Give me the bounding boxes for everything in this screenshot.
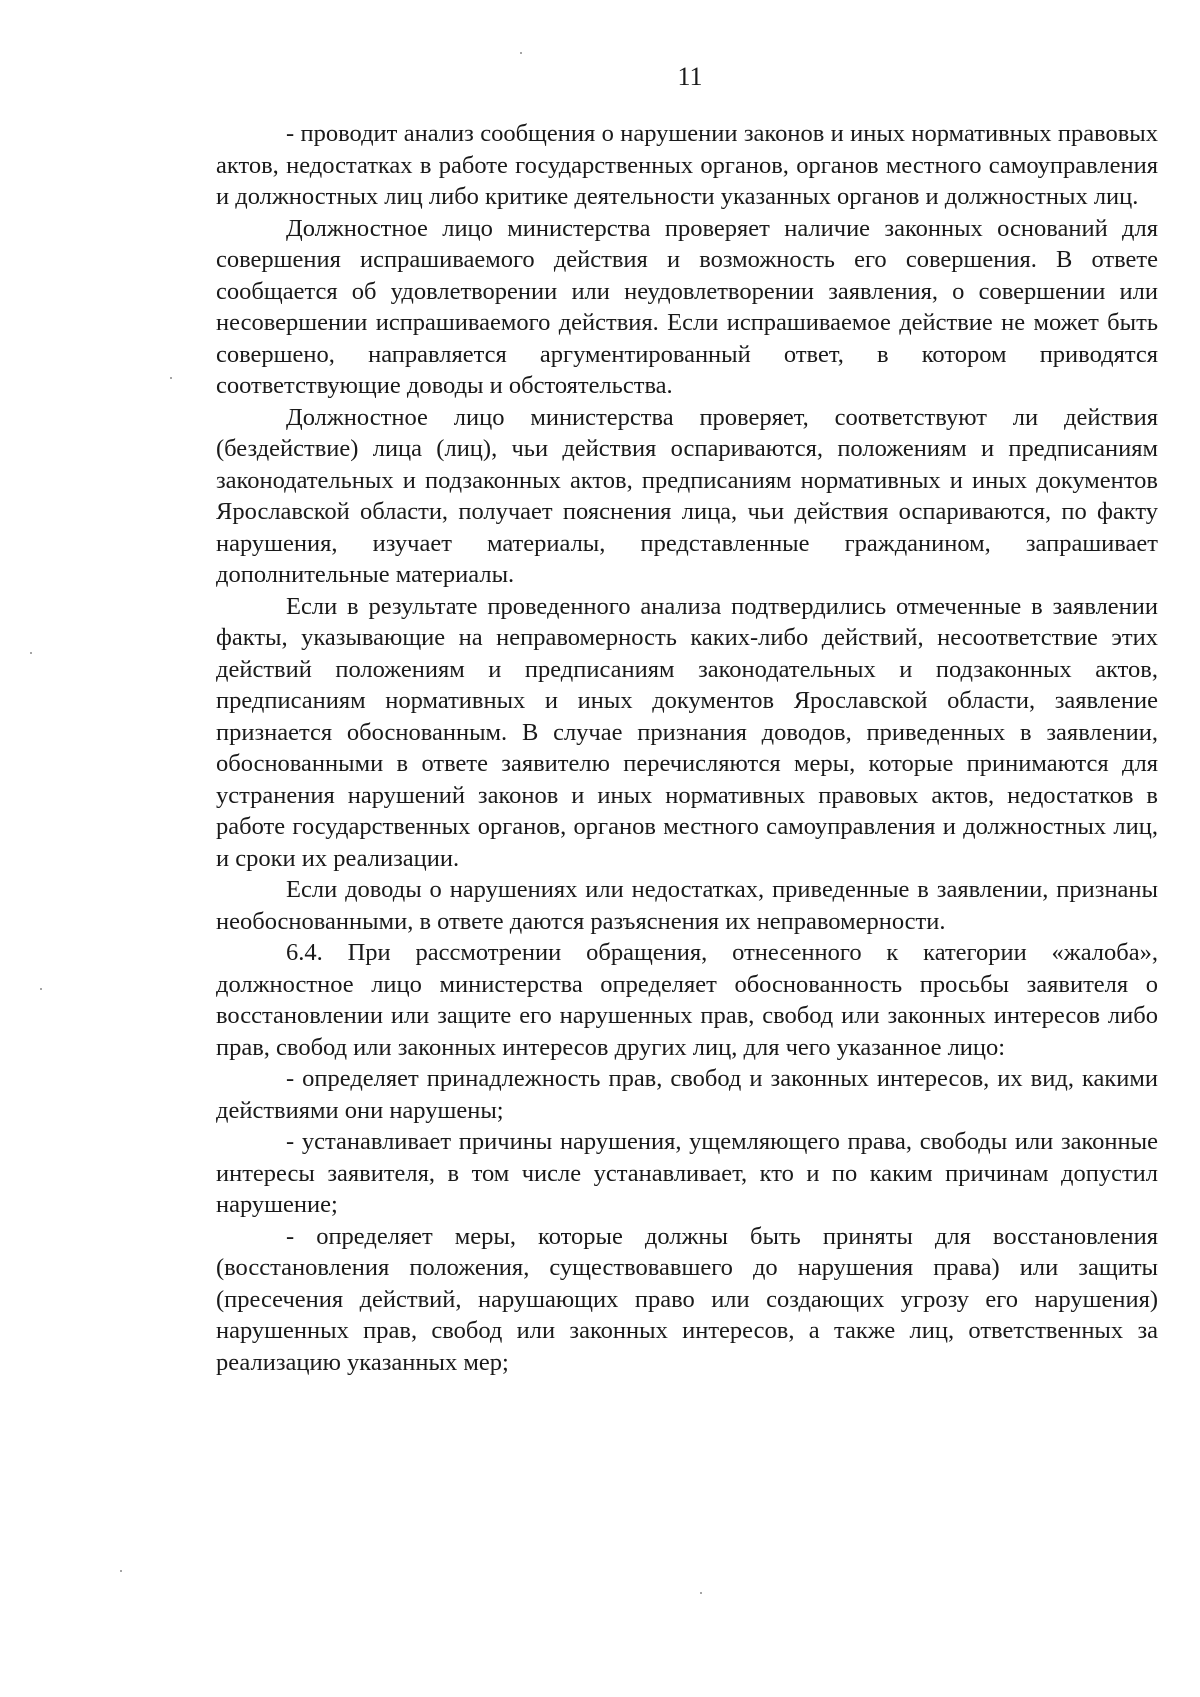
- scan-speck: [700, 1592, 702, 1594]
- paragraph: Если доводы о нарушениях или недостатках, приведенные в заявлении, признаны необоснованными, в ответе даются разъяснения их неправомерности.: [216, 876, 1158, 935]
- paragraph: - устанавливает причины нарушения, ущемляющего права, свободы или законные интересы заявителя, в том числе устанавливает, кто и по каким причинам допустил нарушение;: [216, 1128, 1158, 1218]
- scan-speck: [30, 652, 32, 654]
- paragraph: Должностное лицо министерства проверяет наличие законных оснований для совершения испрашиваемого действия и возможность его совершения. В ответе сообщается об удовлетворении или неудовлетворении заявления, о совершении или несовершении испрашиваемого действия. Если испрашиваемое действие не может быть совершено, направляется аргументированный ответ, в котором приводятся соответствующие доводы и обстоятельства.: [216, 214, 1158, 399]
- page-number: 11: [677, 62, 703, 91]
- paragraph: - проводит анализ сообщения о нарушении законов и иных нормативных правовых актов, недостатках в работе государственных органов, органов местного самоуправления и должностных лиц либо критике деятельности указанных органов и должностных лиц.: [216, 120, 1158, 210]
- scan-speck: [520, 52, 522, 54]
- paragraph: Должностное лицо министерства проверяет, соответствуют ли действия (бездействие) лица (лиц), чьи действия оспариваются, положениям и предписаниям законодательных и подзаконных актов, предписаниям нормативных и иных документов Ярославской области, получает пояснения лица, чьи действия оспариваются, по факту нарушения, изучает материалы, представленные гражданином, запрашивает дополнительные материалы.: [216, 403, 1158, 588]
- scan-speck: [40, 988, 42, 990]
- document-body: [216, 118, 1158, 1378]
- paragraph: Если в результате проведенного анализа подтвердились отмеченные в заявлении факты, указывающие на неправомерность каких-либо действий, несоответствие этих действий положениям и предписаниям законодательных и подзаконных актов, предписаниям нормативных и иных документов Ярославской области, заявление признается обоснованным. В случае признания доводов, приведенных в заявлении, обоснованными в ответе заявителю перечисляются меры, которые принимаются для устранения нарушений законов и иных нормативных правовых актов, недостатков в работе государственных органов, органов местного самоуправления и должностных лиц, и сроки их реализации.: [216, 592, 1158, 872]
- scan-speck: [170, 377, 172, 379]
- paragraph: - определяет принадлежность прав, свобод и законных интересов, их вид, какими действиями они нарушены;: [216, 1065, 1158, 1124]
- paragraph: - определяет меры, которые должны быть приняты для восстановления (восстановления положения, существовавшего до нарушения права) или защиты (пресечения действий, нарушающих право или создающих угрозу его нарушения) нарушенных прав, свобод или законных интересов, а также лиц, ответственных за реализацию указанных мер;: [216, 1222, 1158, 1376]
- scan-speck: [120, 1570, 122, 1572]
- paragraph: 6.4. При рассмотрении обращения, отнесенного к категории «жалоба», должностное лицо министерства определяет обоснованность просьбы заявителя о восстановлении или защите его нарушенных прав, свобод или законных интересов либо прав, свобод или законных интересов других лиц, для чего указанное лицо:: [216, 939, 1158, 1061]
